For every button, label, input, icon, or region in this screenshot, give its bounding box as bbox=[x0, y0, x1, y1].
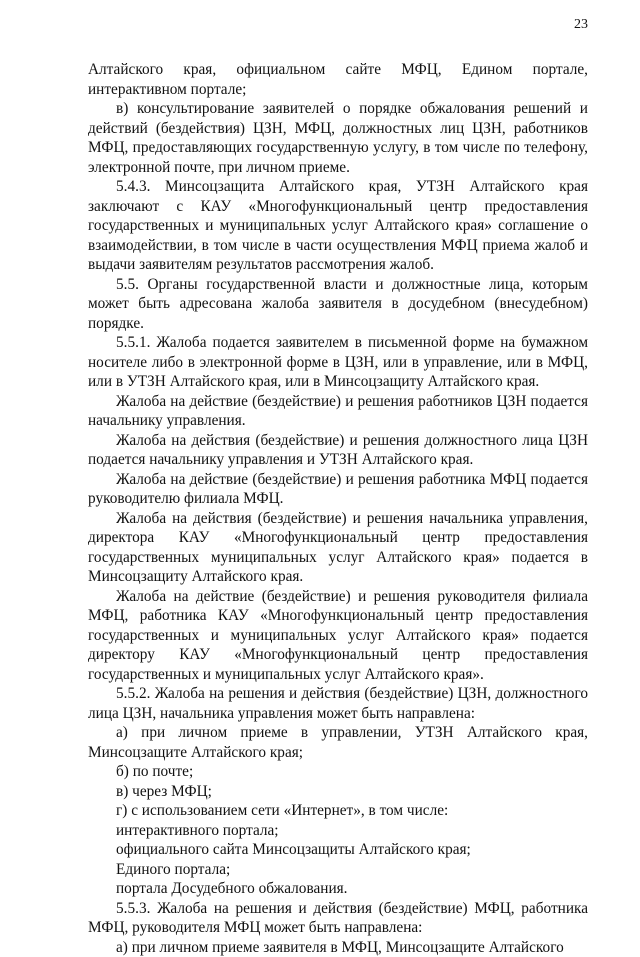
paragraph: Жалоба на действия (бездействие) и решения начальника управления, директора КАУ «Многофункциональный центр предоставления государственных муниципальных услуг Алтайского края» подается в Минсоцзащиту Алтайского края. bbox=[88, 509, 588, 587]
document-body bbox=[88, 60, 588, 957]
paragraph: в) консультирование заявителей о порядке обжалования решений и действий (бездействия) ЦЗН, МФЦ, должностных лиц ЦЗН, работников МФЦ, предоставляющих государственную услугу, в том числе по телефону, электронной почте, при личном приеме. bbox=[88, 99, 588, 177]
paragraph: а) при личном приеме заявителя в МФЦ, Минсоцзащите Алтайского bbox=[88, 938, 588, 957]
paragraph: официального сайта Минсоцзащиты Алтайского края; bbox=[88, 840, 588, 860]
paragraph: г) с использованием сети «Интернет», в том числе: bbox=[88, 801, 588, 821]
paragraph: портала Досудебного обжалования. bbox=[88, 879, 588, 899]
paragraph: Единого портала; bbox=[88, 860, 588, 880]
page-number: 23 bbox=[574, 16, 588, 33]
paragraph: б) по почте; bbox=[88, 762, 588, 782]
paragraph: Жалоба на действие (бездействие) и решения работника МФЦ подается руководителю филиала МФЦ. bbox=[88, 470, 588, 509]
paragraph: Жалоба на действие (бездействие) и решения руководителя филиала МФЦ, работника КАУ «Многофункциональный центр предоставления государственных и муниципальных услуг Алтайского края» подается директору КАУ «Многофункциональный центр предоставления государственных и муниципальных услуг Алтайского края». bbox=[88, 587, 588, 685]
paragraph: Жалоба на действия (бездействие) и решения должностного лица ЦЗН подается начальнику управления и УТЗН Алтайского края. bbox=[88, 431, 588, 470]
paragraph: в) через МФЦ; bbox=[88, 782, 588, 802]
paragraph: 5.5.3. Жалоба на решения и действия (бездействие) МФЦ, работника МФЦ, руководителя МФЦ может быть направлена: bbox=[88, 899, 588, 938]
paragraph: 5.5.2. Жалоба на решения и действия (бездействие) ЦЗН, должностного лица ЦЗН, начальника управления может быть направлена: bbox=[88, 684, 588, 723]
paragraph: интерактивного портала; bbox=[88, 821, 588, 841]
paragraph: 5.5. Органы государственной власти и должностные лица, которым может быть адресована жалоба заявителя в досудебном (внесудебном) порядке. bbox=[88, 275, 588, 334]
paragraph: Алтайского края, официальном сайте МФЦ, Едином портале, интерактивном портале; bbox=[88, 60, 588, 99]
paragraph: а) при личном приеме в управлении, УТЗН Алтайского края, Минсоцзащите Алтайского края; bbox=[88, 723, 588, 762]
paragraph: Жалоба на действие (бездействие) и решения работников ЦЗН подается начальнику управления. bbox=[88, 392, 588, 431]
paragraph: 5.4.3. Минсоцзащита Алтайского края, УТЗН Алтайского края заключают с КАУ «Многофункциональный центр предоставления государственных и муниципальных услуг Алтайского края» соглашение о взаимодействии, в том числе в части осуществления МФЦ приема жалоб и выдачи заявителям результатов рассмотрения жалоб. bbox=[88, 177, 588, 275]
paragraph: 5.5.1. Жалоба подается заявителем в письменной форме на бумажном носителе либо в электронной форме в ЦЗН, или в управление, или в МФЦ, или в УТЗН Алтайского края, или в Минсоцзащиту Алтайского края. bbox=[88, 333, 588, 392]
